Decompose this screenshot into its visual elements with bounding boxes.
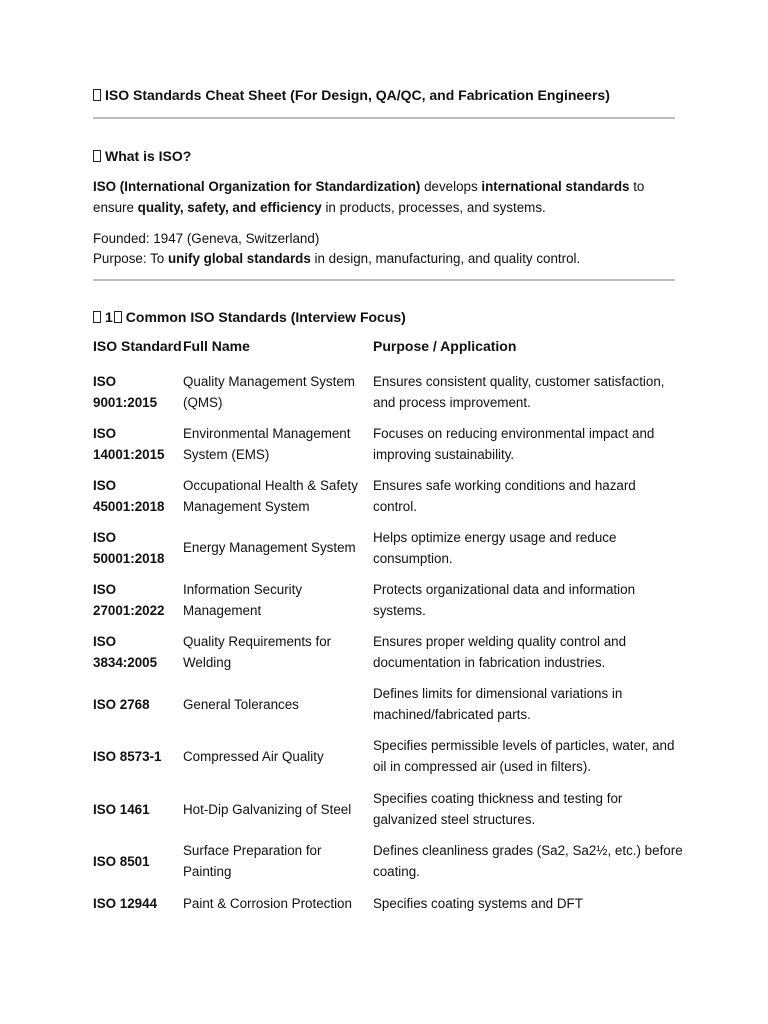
iso-standard-cell: ISO 50001:2018 [93,530,165,566]
purpose-cell: Ensures proper welding quality control and documentation in fabrication industries. [373,634,627,670]
iso-standard-cell: ISO 3834:2005 [93,634,158,670]
column-header-iso-standard: ISO Standard [93,338,182,354]
column-header-purpose: Purpose / Application [373,338,517,354]
iso-standard-cell: ISO 9001:2015 [93,374,158,410]
iso-standard-cell: ISO 45001:2018 [93,478,165,514]
iso-full-name: ISO (International Organization for Standardization) [93,179,421,194]
purpose-line: Purpose: To unify global standards in design, manufacturing, and quality control. [93,251,581,266]
purpose-cell: Specifies permissible levels of particles, water, and oil in compressed air (used in filters). [373,738,675,774]
purpose-cell: Defines cleanliness grades (Sa2, Sa2½, etc.) before coating. [373,843,683,879]
full-name-cell: Quality Requirements for Welding [183,634,332,670]
purpose-cell: Protects organizational data and information systems. [373,582,636,618]
section-heading-what-is-iso: What is ISO? [93,148,191,164]
full-name-cell: General Tolerances [183,697,299,712]
full-name-cell: Energy Management System [183,540,356,555]
purpose-cell: Specifies coating thickness and testing for galvanized steel structures. [373,791,623,827]
iso-standard-cell: ISO 8501 [93,854,150,869]
full-name-cell: Hot-Dip Galvanizing of Steel [183,802,352,817]
purpose-cell: Defines limits for dimensional variations in machined/fabricated parts. [373,686,623,722]
iso-standard-cell: ISO 8573-1 [93,749,162,764]
full-name-cell: Paint & Corrosion Protection [183,896,352,911]
placeholder-glyph-icon [93,311,101,323]
placeholder-glyph-icon [93,89,101,101]
iso-standard-cell: ISO 27001:2022 [93,582,165,618]
section-heading-common-iso-standards: 1 Common ISO Standards (Interview Focus) [93,309,406,325]
purpose-cell: Ensures safe working conditions and hazard control. [373,478,636,514]
full-name-cell: Quality Management System (QMS) [183,374,355,410]
column-header-full-name: Full Name [183,338,250,354]
full-name-cell: Compressed Air Quality [183,749,324,764]
founded-line: Founded: 1947 (Geneva, Switzerland) [93,231,320,246]
keycap-glyph-icon [114,311,122,323]
iso-standard-cell: ISO 1461 [93,802,150,817]
full-name-cell: Surface Preparation for Painting [183,843,322,879]
purpose-cell: Ensures consistent quality, customer satisfaction, and process improvement. [373,374,665,410]
divider [93,279,675,281]
document-title: ISO Standards Cheat Sheet (For Design, QA/QC, and Fabrication Engineers) [93,87,610,103]
purpose-cell: Specifies coating systems and DFT [373,896,583,911]
purpose-cell: Focuses on reducing environmental impact and improving sustainability. [373,426,655,462]
full-name-cell: Information Security Management [183,582,303,618]
iso-standard-cell: ISO 14001:2015 [93,426,165,462]
divider [93,117,675,119]
full-name-cell: Environmental Management System (EMS) [183,426,351,462]
iso-standard-cell: ISO 2768 [93,697,150,712]
purpose-cell: Helps optimize energy usage and reduce consumption. [373,530,617,566]
iso-standard-cell: ISO 12944 [93,896,158,911]
iso-definition-paragraph: ISO (International Organization for Standardization) develops international standards to ensure quality, safety, and efficiency in products, processes, and systems. [93,179,645,215]
full-name-cell: Occupational Health & Safety Management System [183,478,358,514]
placeholder-glyph-icon [93,150,101,162]
